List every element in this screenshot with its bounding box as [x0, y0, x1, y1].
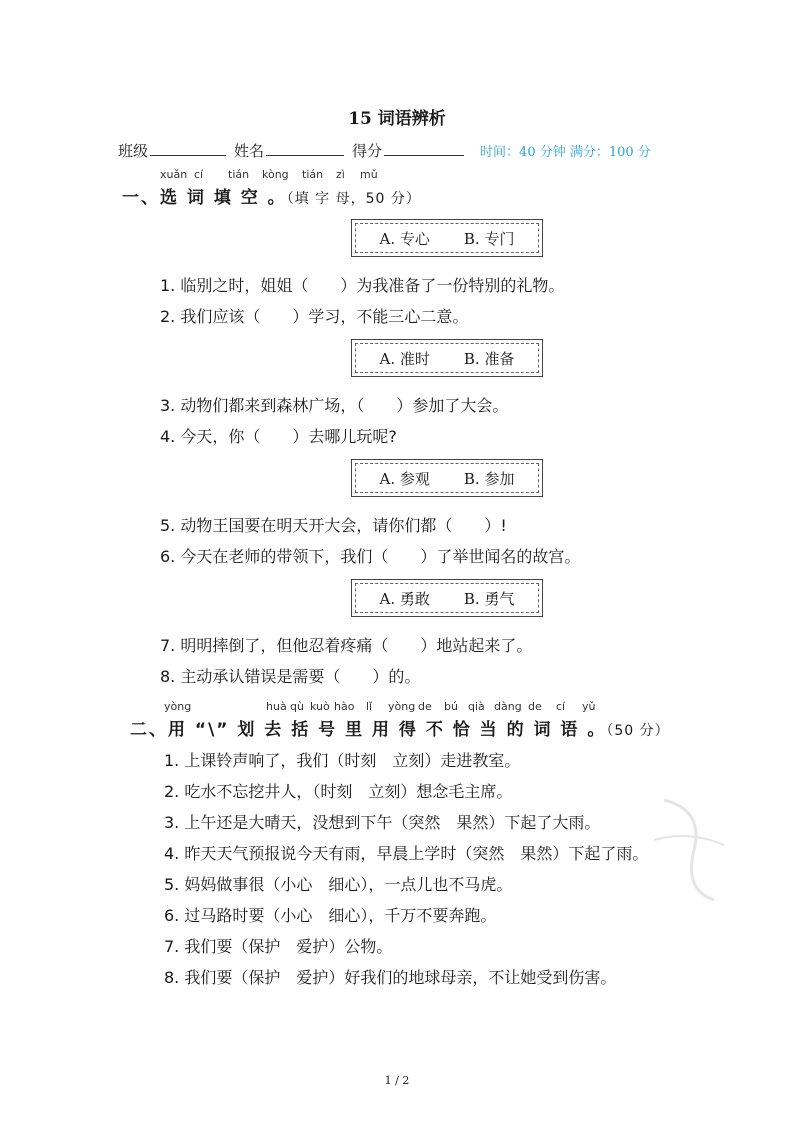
- section2-note: （50 分）: [606, 723, 670, 739]
- option-b: B. 勇气: [463, 589, 515, 608]
- section2-title: 二、用 “\” 划 去 括 号 里 用 得 不 恰 当 的 词 语 。: [130, 720, 607, 740]
- options-box: [351, 339, 543, 377]
- pinyin-syllable: tián: [228, 168, 250, 181]
- pinyin-syllable: cí: [194, 168, 204, 181]
- pinyin-syllable: zì: [336, 168, 345, 181]
- pinyin-syllable: tián: [302, 168, 324, 181]
- page-number: 1 / 2: [384, 1074, 410, 1087]
- name-label: 姓名: [234, 142, 265, 160]
- pinyin-syllable: xuǎn: [160, 168, 188, 181]
- option-b: B. 准备: [463, 349, 515, 368]
- option-b: B. 专门: [463, 229, 515, 248]
- options-box: [351, 579, 543, 617]
- section2-heading: [130, 715, 670, 740]
- pinyin-syllable: yòng: [164, 700, 192, 713]
- options-box: [351, 219, 543, 257]
- option-b: B. 参加: [463, 469, 515, 488]
- question: 1. 上课铃声响了，我们（时刻 立刻）走进教室。: [164, 751, 521, 770]
- pinyin-syllable: qià: [468, 700, 485, 713]
- question: 8. 我们要（保护 爱护）好我们的地球母亲，不让她受到伤害。: [164, 968, 617, 987]
- pinyin-syllable: qù: [290, 700, 304, 713]
- section1-title: 一、选 词 填 空 。: [122, 188, 287, 208]
- question: 7. 我们要（保护 爱护）公物。: [164, 937, 393, 956]
- question: 2. 吃水不忘挖井人，（时刻 立刻）想念毛主席。: [164, 782, 513, 801]
- question: 7. 明明摔倒了，但他忍着疼痛（ ）地站起来了。: [160, 636, 533, 655]
- info-line: [118, 140, 651, 161]
- pinyin-syllable: yòng: [388, 700, 416, 713]
- score-label: 得分: [352, 142, 383, 160]
- pinyin-syllable: de: [528, 700, 542, 713]
- question: 5. 动物王国要在明天开大会，请你们都（ ）!: [160, 516, 507, 535]
- class-blank[interactable]: [150, 141, 226, 156]
- pinyin-syllable: kòng: [262, 168, 289, 181]
- score-blank[interactable]: [384, 141, 464, 156]
- question: 1. 临别之时，姐姐（ ）为我准备了一份特别的礼物。: [160, 276, 565, 295]
- class-label: 班级: [118, 142, 149, 160]
- question: 5. 妈妈做事很（小心 细心），一点儿也不马虎。: [164, 875, 513, 894]
- option-a: A. 参观: [379, 469, 430, 488]
- pinyin-syllable: huà: [266, 700, 287, 713]
- watermark-icon: [644, 790, 734, 910]
- question: 4. 昨天天气预报说今天有雨，早晨上学时（突然 果然）下起了雨。: [164, 844, 649, 863]
- pinyin-syllable: lǐ: [366, 700, 373, 713]
- question: 3. 动物们都来到森林广场，（ ）参加了大会。: [160, 396, 509, 415]
- section1-note: （填 字 母，50 分）: [286, 191, 421, 207]
- question: 2. 我们应该（ ）学习，不能三心二意。: [160, 307, 469, 326]
- question: 6. 过马路时要（小心 细心），千万不要奔跑。: [164, 906, 497, 925]
- option-a: A. 准时: [379, 349, 430, 368]
- question: 3. 上午还是大晴天，没想到下午（突然 果然）下起了大雨。: [164, 813, 601, 832]
- section1-heading: [122, 183, 421, 208]
- pinyin-syllable: hào: [334, 700, 355, 713]
- name-blank[interactable]: [266, 141, 344, 156]
- question: 8. 主动承认错误是需要（ ）的。: [160, 667, 421, 686]
- pinyin-syllable: mǔ: [360, 168, 378, 181]
- pinyin-syllable: dàng: [494, 700, 522, 713]
- pinyin-syllable: yǔ: [582, 700, 596, 713]
- options-box: [351, 459, 543, 497]
- pinyin-syllable: bú: [444, 700, 458, 713]
- worksheet-title: 15 词语辨析: [348, 109, 446, 129]
- pinyin-syllable: kuò: [310, 700, 330, 713]
- question: 4. 今天，你（ ）去哪儿玩呢?: [160, 427, 397, 446]
- option-a: A. 专心: [379, 229, 430, 248]
- question: 6. 今天在老师的带领下，我们（ ）了举世闻名的故宫。: [160, 547, 581, 566]
- pinyin-syllable: cí: [556, 700, 566, 713]
- time-limit: 时间：40 分钟 满分：100 分: [480, 145, 651, 160]
- option-a: A. 勇敢: [379, 589, 430, 608]
- pinyin-syllable: de: [418, 700, 432, 713]
